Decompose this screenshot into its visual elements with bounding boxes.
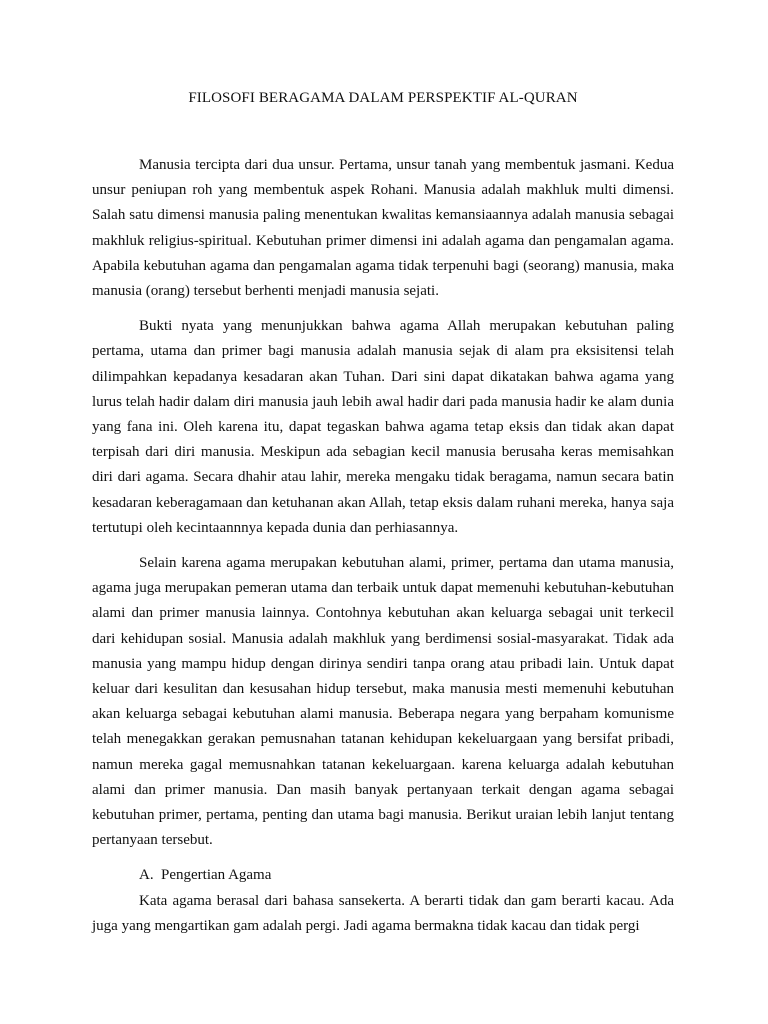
body-paragraph-1: Manusia tercipta dari dua unsur. Pertama, unsur tanah yang membentuk jasmani. Kedua unsur peniupan roh yang membentuk aspek Rohani. Manusia adalah makhluk multi dimensi. Salah satu dimensi manusia paling menentukan kwalitas kemansiaannya adalah manusia sebagai makhluk religius-spiritual. Kebutuhan primer dimensi ini adalah agama dan pengamalan agama. Apabila kebutuhan agama dan pengamalan agama tidak terpenuhi bagi (seorang) manusia, maka manusia (orang) tersebut berhenti menjadi manusia sejati.: [92, 157, 674, 300]
section-heading: [92, 863, 674, 888]
document-title: FILOSOFI BERAGAMA DALAM PERSPEKTIF AL-QURAN: [188, 90, 578, 106]
section-marker: A.: [139, 867, 154, 884]
body-paragraph-2: Bukti nyata yang menunjukkan bahwa agama Allah merupakan kebutuhan paling pertama, utama dan primer bagi manusia adalah manusia sejak di alam pra eksisitensi telah dilimpahkan kepadanya kesadaran akan Tuhan. Dari sini dapat dikatakan bahwa agama yang lurus telah hadir dalam diri manusia jauh lebih awal hadir dari pada manusia hadir ke alam dunia yang fana ini. Oleh karena itu, dapat tegaskan bahwa agama tetap eksis dan tidak akan dapat terpisah dari diri manusia. Meskipun ada sebagian kecil manusia berusaha keras memisahkan diri dari agama. Secara dhahir atau lahir, mereka mengaku tidak beragama, namun secara batin kesadaran keberagamaan dan ketuhanan akan Allah, tetap eksis dalam ruhani mereka, hanya saja tertutupi oleh kecintaannnya kepada dunia dan perhiasannya.: [92, 318, 674, 536]
section-heading-text: Pengertian Agama: [161, 867, 272, 884]
body-paragraph-3: Selain karena agama merupakan kebutuhan alami, primer, pertama dan utama manusia, agama juga merupakan pemeran utama dan terbaik untuk dapat memenuhi kebutuhan-kebutuhan alami dan primer manusia lainnya. Contohnya kebutuhan akan keluarga sebagai unit terkecil dari kehidupan sosial. Manusia adalah makhluk yang berdimensi sosial-masyarakat. Tidak ada manusia yang mampu hidup dengan dirinya sendiri tanpa orang atau pribadi lain. Untuk dapat keluar dari kesulitan dan kesusahan hidup tersebut, maka manusia mesti memenuhi kebutuhan akan keluarga sebagai kebutuhan alami manusia. Beberapa negara yang berpaham komunisme telah menegakkan gerakan pemusnahan tatanan kehidupan kekeluargaan yang bersifat pribadi, namun mereka gagal memusnahkan tatanan kekeluargaan. karena keluarga adalah kebutuhan alami dan primer manusia. Dan masih banyak pertanyaan terkait dengan agama sebagai kebutuhan primer, pertama, penting dan utama bagi manusia. Berikut uraian lebih lanjut tentang pertanyaan tersebut.: [92, 555, 674, 849]
section-paragraph: Kata agama berasal dari bahasa sansekerta. A berarti tidak dan gam berarti kacau. Ada juga yang mengartikan gam adalah pergi. Jadi agama bermakna tidak kacau dan tidak pergi: [92, 892, 674, 934]
document-body: [92, 153, 674, 939]
